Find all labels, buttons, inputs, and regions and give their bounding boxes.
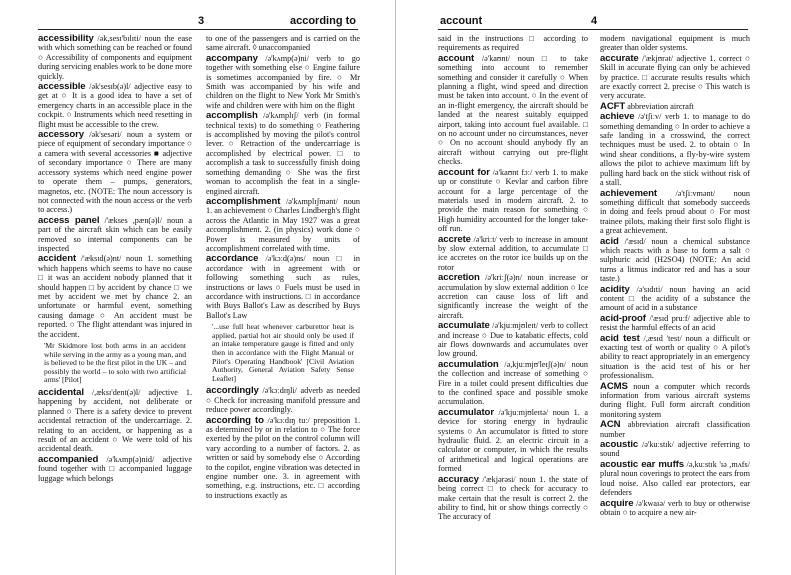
headword: accidental bbox=[38, 386, 84, 398]
headword: ACFT bbox=[600, 100, 626, 112]
definition-text: modern navigational equipment is much greater than older systems. bbox=[600, 34, 750, 53]
definition-text: /ə'kʌmplɪʃmənt/ noun 1. an achievement ○ Charles Lindbergh's flight across the Atlantic in May 1927 was a great accomplishment. 2. (in physics) work done ○ Power is measured by units of accomplishment correlated with time. bbox=[206, 196, 360, 253]
entry-list bbox=[38, 34, 192, 339]
headword: accordingly bbox=[206, 385, 259, 397]
dictionary-entry bbox=[38, 34, 192, 81]
headword: accretion bbox=[438, 272, 480, 284]
running-head: according to bbox=[289, 15, 356, 27]
left-page bbox=[0, 0, 395, 575]
headword: accumulator bbox=[438, 406, 494, 418]
right-column-1 bbox=[438, 34, 588, 575]
dictionary-entry bbox=[438, 321, 588, 359]
definition-text: /ə'kʌmp(ə)nid/ adjective found together with □ accompanied luggage luggage which belongs bbox=[38, 454, 192, 483]
headword: ACMS bbox=[600, 380, 628, 392]
headword: access panel bbox=[38, 214, 100, 226]
dictionary-entry bbox=[600, 237, 750, 284]
headword: acidity bbox=[600, 283, 630, 295]
page-number: 3 bbox=[198, 15, 205, 27]
headword: accomplish bbox=[206, 110, 258, 122]
dictionary-entry bbox=[438, 408, 588, 474]
headword: account for bbox=[438, 166, 490, 178]
right-column-2 bbox=[600, 34, 750, 575]
headword: accordance bbox=[206, 253, 259, 265]
headword: accessible bbox=[38, 81, 86, 93]
headword: acid test bbox=[600, 332, 640, 344]
dictionary-entry bbox=[600, 314, 750, 333]
definition-text: /'ækjʊrət/ adjective 1. correct ○ Skill in accurate flying can only be achieved by practice. □ accurate results results which are exactly correct 2. precise ○ This watch is very accurate. bbox=[600, 53, 750, 101]
dictionary-entry bbox=[206, 386, 360, 414]
definition-text: /ə'kjuːmjʊleɪt/ verb to collect and increase ○ Due to katabatic effects, cold air flows downwards and accumulates over low ground. bbox=[438, 321, 588, 359]
entry-list bbox=[438, 34, 588, 522]
definition-text: /'æsɪd pruːf/ adjective able to resist the harmful effects of an acid bbox=[600, 313, 750, 333]
dictionary-entry bbox=[438, 168, 588, 234]
dictionary-entry bbox=[600, 382, 750, 420]
headword: accumulation bbox=[438, 358, 499, 370]
definition-text: /ə'kɔːdɪŋ tuː/ preposition 1. as determined by or in relation to ○ The force exerted by the pilot on the control column will vary according to a number of factors. 2. as written or said by somebody else ○ According to the copilot, engine vibration was detected in engine number one. 3. in agreement with something, e.g. instructions, etc. □ according to instructions exactly as bbox=[206, 415, 360, 500]
left-page-header bbox=[38, 14, 358, 30]
definition-text: /'æsɪd/ noun a chemical substance which reacts with a base to form a salt ○ sulphuric acid (H2SO4) (NOTE: An acid turns a litmus indicator red and has a sour taste.) bbox=[600, 236, 750, 284]
definition-text: said in the instructions □ according to requirements as required bbox=[438, 34, 588, 53]
dictionary-entry bbox=[600, 54, 750, 101]
citation-quote: 'Mr Skidmore lost both arms in an accident while serving in the army as a young man, and is believed to be the first pilot in the UK – and possibly the world – to solo with two artificial arms' [Pilot] bbox=[44, 341, 186, 385]
headword: accompany bbox=[206, 52, 258, 64]
definition-text: /ək'sesəri/ noun a system or piece of equipment of secondary importance ○ a camera with several accessories ■ adjective of secondary importance ○ There are many accessory systems which need engine power to operate them – pumps, generators, magnetos, etc. (NOTE: The noun accessory is not connected with the noun access or the verb to access.) bbox=[38, 130, 192, 215]
dictionary-entry bbox=[600, 420, 750, 439]
headword: acid-proof bbox=[600, 312, 646, 324]
definition-text: to one of the passengers and is carried on the same aircraft. ◊ unaccompanied bbox=[206, 34, 360, 53]
citation-quote: '...use full heat whenever carburettor heat is applied, partial hot air should only be used if an intake temperature gauge is fitted and only then in accordance with the Flight Manual or Pilot's Operating Handbook' [Civil Aviation Authority, General Aviation Safety Sense Leaflet] bbox=[212, 322, 354, 383]
headword: accurate bbox=[600, 52, 639, 64]
dictionary-entry bbox=[600, 440, 750, 459]
headword: accessibility bbox=[38, 34, 94, 44]
dictionary-entry bbox=[38, 388, 192, 454]
dictionary-entry bbox=[206, 34, 360, 53]
dictionary-entry bbox=[206, 111, 360, 196]
definition-text: abbreviation aircraft classification number bbox=[600, 420, 750, 439]
definition-text: /ə'tʃiːv/ verb 1. to manage to do something demanding ○ In order to achieve a safe landing in a crosswind, the correct techniques must be used. 2. to obtain ○ In wind shear conditions, a fly-by-wire system allows the pilot to achieve maximum lift by pulling hard back on the stick without risk of a stall. bbox=[600, 112, 750, 188]
page-number: 4 bbox=[591, 15, 598, 27]
headword: accumulate bbox=[438, 320, 490, 332]
dictionary-entry bbox=[38, 254, 192, 339]
definition-text: /ə'tʃiːvmənt/ noun something difficult that somebody succeeds in doing and feels proud about ○ For most trainee pilots, making their first solo flight is a great achievement. bbox=[600, 188, 750, 236]
headword: ACN bbox=[600, 419, 621, 431]
dictionary-entry bbox=[600, 34, 750, 53]
headword: account bbox=[438, 52, 475, 64]
definition-text: /ə'kɔːd(ə)ns/ noun □ in accordance with in agreement with or following something such as rules, instructions or laws ○ Fuels must be used in accordance with instructions. □ in accordance with Buys Ballot's Law as described by Buys Ballot's Law bbox=[206, 254, 360, 320]
headword: acquire bbox=[600, 497, 634, 509]
entry-list bbox=[38, 388, 192, 483]
right-page bbox=[396, 0, 791, 575]
entry-list bbox=[206, 386, 360, 500]
definition-text: /ə'kwaɪə/ verb to buy or otherwise obtain ○ to acquire a new air- bbox=[600, 498, 750, 517]
left-column-2 bbox=[206, 34, 360, 575]
definition-text: /'ækses ,pæn(ə)l/ noun a part of the aircraft skin which can be easily removed so internal components can be inspected bbox=[38, 215, 192, 253]
dictionary-entry bbox=[38, 82, 192, 129]
definition-text: /ə'kaʊnt/ noun □ to take something into account to remember something and consider it carefully ○ When planning a flight, wind speed and direction must be taken into account. ○ In the event of an in-flight emergency, the aircraft should be landed at the nearest suitably equipped airport, taking into account fuel available. □ on no account under no circumstances, never ○ On no account should anybody fly an aircraft without carrying out pre-flight checks. bbox=[438, 53, 588, 167]
headword: acid bbox=[600, 235, 619, 247]
definition-text: noun a computer which records information from various aircraft systems during flight. Full form aircraft condition monitoring system bbox=[600, 381, 750, 419]
headword: accessory bbox=[38, 129, 85, 141]
headword: accompanied bbox=[38, 453, 99, 465]
dictionary-entry bbox=[600, 102, 750, 111]
definition-text: /'ækjərəsi/ noun 1. the state of being correct □ to check for accuracy to make certain that the result is correct 2. the ability to find, hit or show things correctly ○ The accuracy of bbox=[438, 474, 588, 522]
headword: accomplishment bbox=[206, 195, 281, 207]
dictionary-entry bbox=[438, 360, 588, 407]
definition-text: /ə,kuːstɪk 'ɪə ,mʌfs/ plural noun coverings to protect the ears from loud noise. Also called ear protectors, ear defenders bbox=[600, 459, 750, 498]
definition-text: /ə'kʌmp(ə)ni/ verb to go together with something else ○ Engine failure is sometimes accompanied by fire. ○ Mr Smith was accompanied by his wife and children on the flight to New York Mr Smith's wife and children were with him on the flight bbox=[206, 53, 360, 110]
dictionary-entry bbox=[600, 285, 750, 313]
dictionary-entry bbox=[206, 54, 360, 110]
dictionary-entry bbox=[600, 499, 750, 518]
entry-list bbox=[600, 34, 750, 517]
left-column-1 bbox=[38, 34, 192, 575]
dictionary-entry bbox=[438, 34, 588, 53]
headword: achieve bbox=[600, 111, 635, 123]
definition-text: /ək,sesɪ'bɪlɪti/ noun the ease with which something can be reached or found ○ Accessibility of components and equipment during servicing enables work to be done more quickly. bbox=[38, 34, 192, 81]
dictionary-entry bbox=[438, 273, 588, 320]
dictionary-entry bbox=[438, 475, 588, 522]
definition-text: /ə'kʌmplɪʃ/ verb (in formal technical texts) to do something ○ Feathering is accomplished by moving the pilot's control lever. ○ Retraction of the undercarriage is accomplished by electrical power. □ to accomplish a task to successfully finish doing something demanding ○ She was the first woman to accomplish the feat in a single-engined aircraft. bbox=[206, 111, 360, 196]
headword: acoustic ear muffs bbox=[600, 458, 684, 470]
headword: according to bbox=[206, 414, 264, 426]
definition-text: /,æsɪd 'test/ noun a difficult or exacting test of worth or quality ○ A pilot's ability to react appropriately in an emergency situation is the acid test of his or her professionalism. bbox=[600, 333, 750, 381]
dictionary-entry bbox=[38, 455, 192, 483]
dictionary-entry bbox=[600, 189, 750, 236]
headword: accuracy bbox=[438, 473, 479, 485]
right-page-header bbox=[438, 14, 748, 30]
entry-list bbox=[206, 34, 360, 320]
definition-text: /ək'sesɪb(ə)l/ adjective easy to get at ○ It is a good idea to have a set of emergency charts in an accessible place in the cockpit. ○ Instruments which need resetting in flight must be accessible to the crew. bbox=[38, 82, 192, 129]
definition-text: /ə'kriːt/ verb to increase in amount by slow external addition, to accumulate □ ice accretes on the rotor ice builds up on the rotor bbox=[438, 234, 588, 272]
definition-text: /ə'kɔːdɪŋli/ adverb as needed ○ Check for increasing manifold pressure and reduce power accordingly. bbox=[206, 386, 360, 415]
headword: achievement bbox=[600, 187, 658, 199]
dictionary-entry bbox=[38, 216, 192, 254]
definition-text: /ə,kjuːmjʊ'leɪʃ(ə)n/ noun the collection and increase of something ○ Fire in a toilet could present difficulties due to the confined space and possible smoke accumulation. bbox=[438, 359, 588, 407]
headword: acoustic bbox=[600, 439, 639, 451]
definition-text: /ə'kuːstɪk/ adjective referring to sound bbox=[600, 440, 750, 459]
headword: accident bbox=[38, 253, 77, 265]
dictionary-entry bbox=[600, 334, 750, 381]
definition-text: /ə'kaʊnt fɔː/ verb 1. to make up or constitute ○ Kevlar and carbon fibre account for a large percentage of the materials used in modern aircraft. 2. to provide the main reason for something ○ High humidity accounted for the longer take-off run. bbox=[438, 167, 588, 234]
definition-text: abbreviation aircraft bbox=[625, 101, 694, 111]
definition-text: /ə'sɪdɪti/ noun having an acid content □ the acidity of a substance the amount of acid in a substance bbox=[600, 284, 750, 313]
dictionary-entry bbox=[438, 235, 588, 273]
dictionary-entry bbox=[600, 112, 750, 187]
dictionary-entry bbox=[600, 460, 750, 498]
dictionary-entry bbox=[206, 416, 360, 501]
definition-text: /'æksɪd(ə)nt/ noun 1. something which happens which seems to have no cause □ it was an accident nobody planned that it should happen □ by accident by chance □ we met by accident we met by chance 2. an unfortunate or harmful event, something causing damage ○ An accident must be reported. ○ The flight attendant was injured in the accident. bbox=[38, 254, 192, 339]
definition-text: /ə'kriːʃ(ə)n/ noun increase or accumulation by slow external addition ○ Ice accretion can cause loss of lift and significantly increase the weight of the aircraft. bbox=[438, 273, 588, 320]
definition-text: /,æksɪ'dent(ə)l/ adjective 1. happening by accident, not deliberate or planned ○ There is a safety device to prevent accidental retraction of the undercarriage. 2. relating to an accident, or happening as a result of an accident ○ We were told of his accidental death. bbox=[38, 387, 192, 454]
dictionary-entry bbox=[438, 54, 588, 167]
dictionary-entry bbox=[38, 130, 192, 215]
headword: accrete bbox=[438, 233, 471, 245]
running-head: account bbox=[440, 15, 483, 27]
dictionary-entry bbox=[206, 197, 360, 253]
definition-text: /ə'kjuːmjʊleɪtə/ noun 1. a device for storing energy in hydraulic systems ○ An accumulator is fitted to store hydraulic fluid. 2. an electric circuit in a calculator or computer, in which the results of arithmetical and logical operations are formed bbox=[438, 407, 588, 474]
dictionary-entry bbox=[206, 254, 360, 320]
